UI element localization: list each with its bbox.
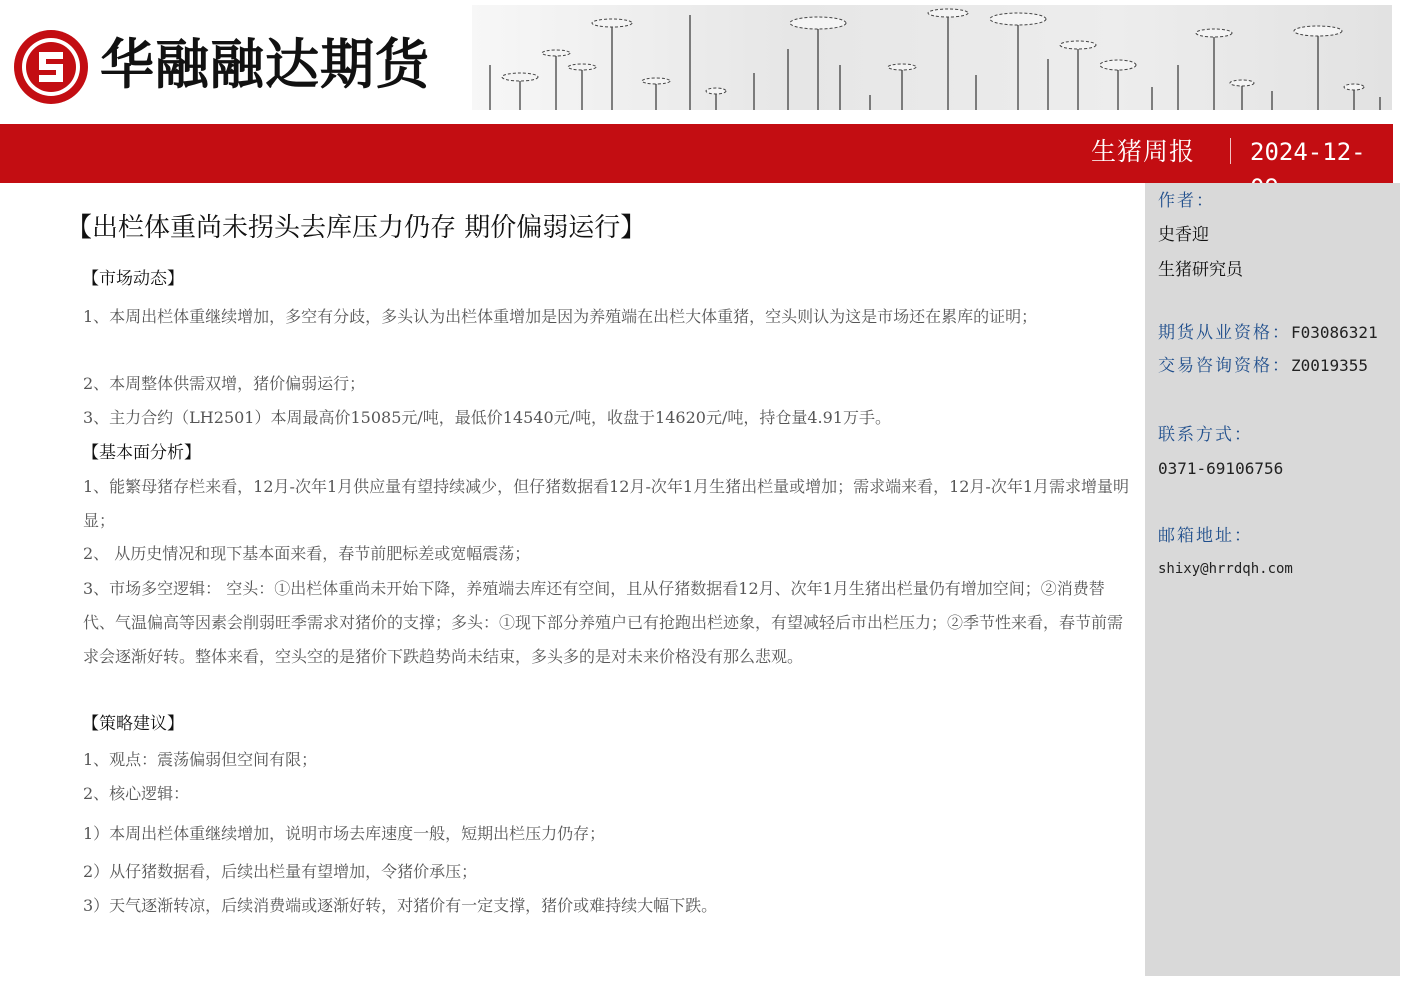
report-header-band [0, 124, 1393, 183]
author-label: 作者： [1158, 191, 1215, 211]
section-heading-fundamental: 【基本面分析】 [82, 443, 201, 463]
list-item: 1、本周出栏体重继续增加，多空有分歧，多头认为出栏体重增加是因为养殖端在出栏大体重猪，空头则认为这是市场还在累库的证明； [83, 307, 1038, 326]
strategy-logic-heading: 2、核心逻辑： [83, 784, 190, 803]
trade-qualification [1158, 354, 1368, 378]
report-type: 生猪周报 [1090, 137, 1195, 166]
decorative-lamps-banner [472, 5, 1392, 110]
list-item: 3）天气逐渐转凉，后续消费端或逐渐好转，对猪价有一定支撑，猪价或难持续大幅下跌。 [83, 896, 718, 915]
trade-qualification-label: 交易咨询资格： [1158, 356, 1291, 376]
list-item: 1、能繁母猪存栏来看，12月-次年1月供应量有望持续减少，但仔猪数据看12月-次年1月生猪出栏量或增加；需求端来看，12月-次年1月需求增量明显； [83, 477, 1130, 530]
futures-qualification-label: 期货从业资格： [1158, 323, 1291, 343]
strategy-view: 1、观点：震荡偏弱但空间有限； [83, 750, 318, 769]
contact-phone: 0371-69106756 [1158, 459, 1284, 478]
trade-qualification-value: Z0019355 [1291, 356, 1369, 375]
section-heading-market: 【市场动态】 [82, 269, 184, 289]
author-name: 史香迎 [1158, 225, 1209, 245]
header-divider [1230, 138, 1231, 164]
list-item: 2、本周整体供需双增，猪价偏弱运行； [83, 374, 366, 393]
list-item: 1）本周出栏体重继续增加，说明市场去库速度一般，短期出栏压力仍存； [83, 824, 606, 843]
futures-qualification-value: F03086321 [1291, 323, 1378, 342]
author-title: 生猪研究员 [1158, 260, 1243, 280]
company-logo-icon [12, 28, 90, 106]
email-label: 邮箱地址： [1158, 526, 1253, 546]
author-sidebar [1145, 183, 1400, 976]
list-item: 2、 从历史情况和现下基本面来看，春节前肥标差或宽幅震荡； [83, 544, 531, 563]
list-item: 3、主力合约（LH2501）本周最高价15085元/吨，最低价14540元/吨，收盘于14620元/吨，持仓量4.91万手。 [83, 408, 891, 427]
report-date: 2024-12- [1250, 138, 1366, 166]
report-title: 【出栏体重尚未拐头去库压力仍存 期价偏弱运行】 [66, 213, 647, 243]
company-name: 华融融达期货 [100, 33, 430, 96]
list-item: 3、市场多空逻辑： 空头：①出栏体重尚未开始下降，养殖端去库还有空间，且从仔猪数据看12月、次年1月生猪出栏量仍有增加空间；②消费替代、气温偏高等因素会削弱旺季需求对猪价的支撑；多头：①现下部分养殖户已有抢跑出栏迹象，有望减轻后市出栏压力；②季节性来看，春节前需求会逐渐好转。整体来看，空头空的是猪价下跌趋势尚未结束，多头多的是对未来价格没有那么悲观。 [83, 579, 1124, 666]
contact-label: 联系方式： [1158, 425, 1253, 445]
list-item: 2）从仔猪数据看，后续出栏量有望增加，令猪价承压； [83, 862, 478, 881]
email-address[interactable]: shixy@hrrdqh.com [1158, 561, 1293, 577]
futures-qualification [1158, 321, 1378, 345]
section-heading-strategy: 【策略建议】 [82, 714, 184, 734]
